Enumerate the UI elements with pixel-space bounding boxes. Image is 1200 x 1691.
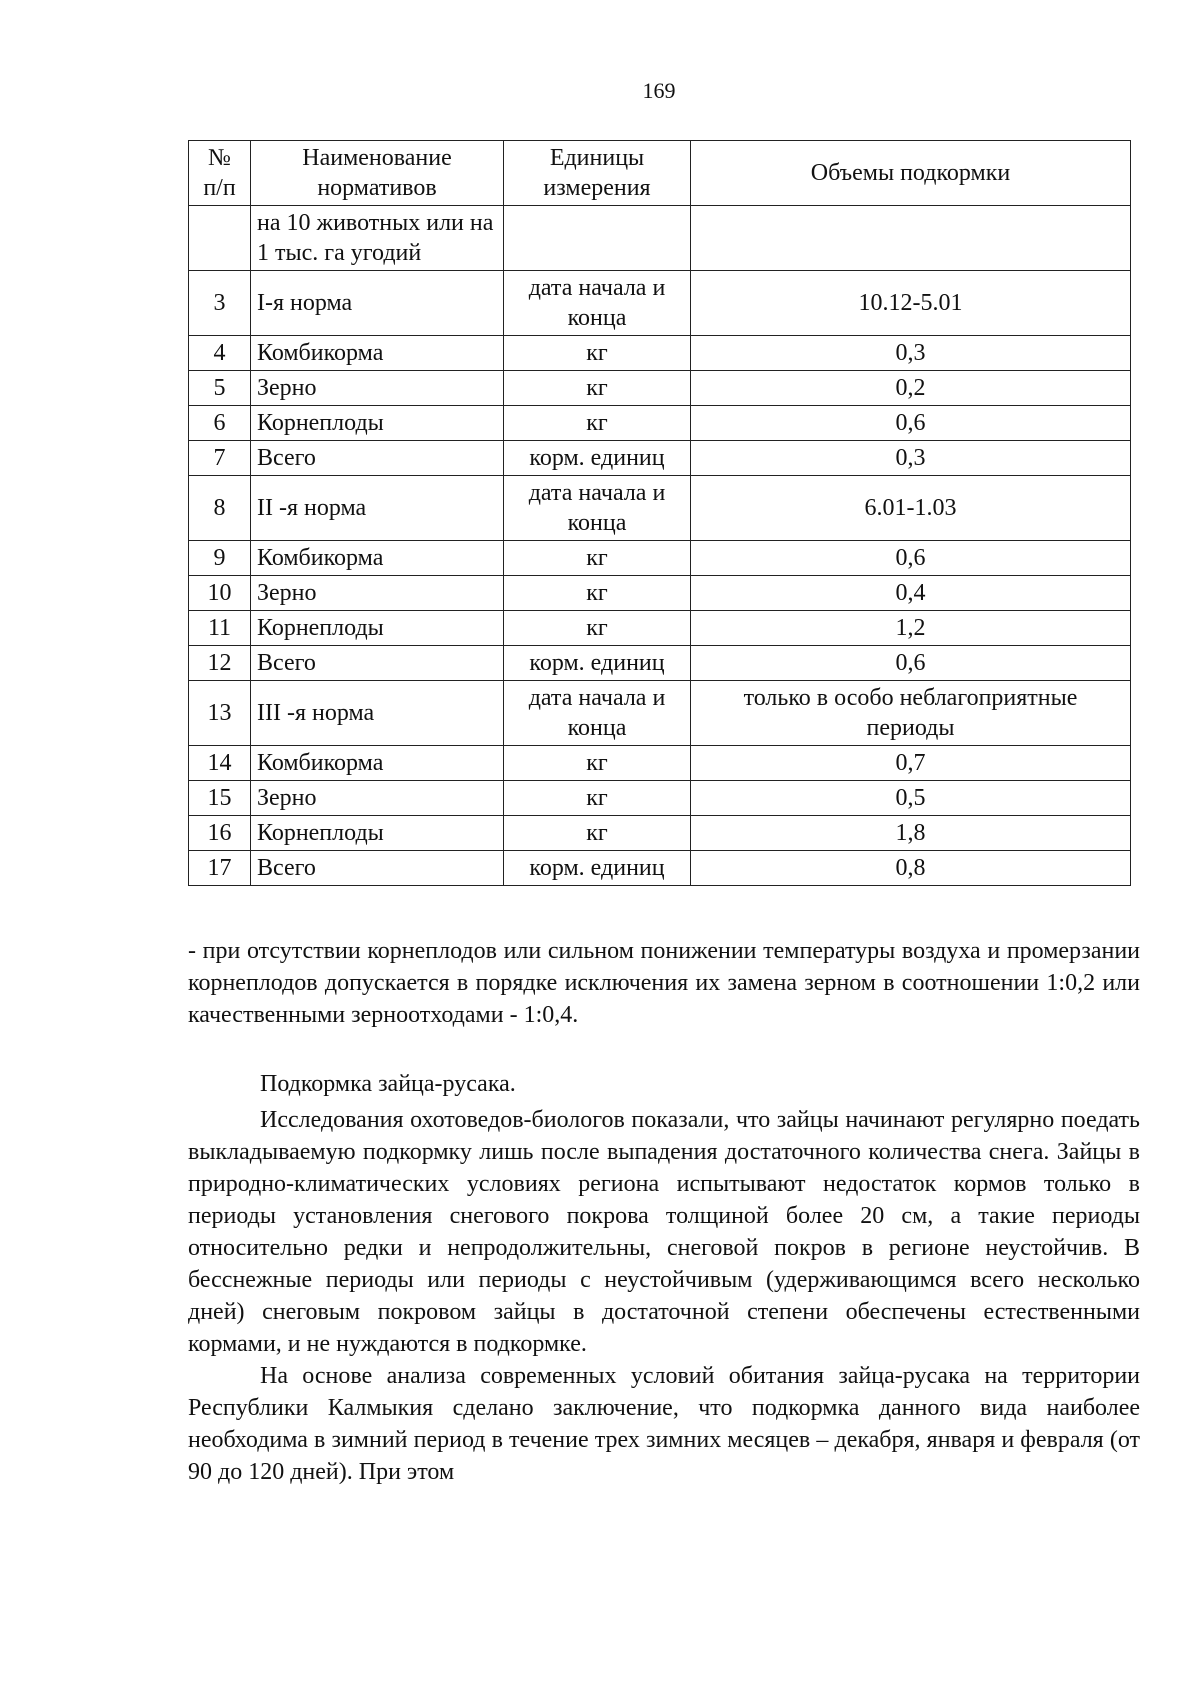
cell-num: 12 [189, 646, 251, 681]
cell-name: Корнеплоды [251, 816, 504, 851]
cell-num: 14 [189, 746, 251, 781]
cell-unit: дата начала и конца [504, 681, 691, 746]
cell-num: 16 [189, 816, 251, 851]
cell-num: 6 [189, 406, 251, 441]
cell-volume: 0,4 [691, 576, 1131, 611]
table-header-row [189, 141, 1131, 206]
table-row [189, 781, 1131, 816]
cell-unit: корм. единиц [504, 441, 691, 476]
cell-num: 7 [189, 441, 251, 476]
cell-num: 3 [189, 271, 251, 336]
cell-name: Зерно [251, 371, 504, 406]
cell-num [189, 206, 251, 271]
feeding-norms-table [188, 140, 1131, 886]
table-row [189, 336, 1131, 371]
cell-num: 10 [189, 576, 251, 611]
cell-num: 11 [189, 611, 251, 646]
cell-unit: корм. единиц [504, 851, 691, 886]
cell-volume: 10.12-5.01 [691, 271, 1131, 336]
cell-volume: 0,3 [691, 336, 1131, 371]
cell-volume: 1,8 [691, 816, 1131, 851]
cell-unit: дата начала и конца [504, 271, 691, 336]
cell-unit: корм. единиц [504, 646, 691, 681]
cell-unit: кг [504, 781, 691, 816]
cell-volume: 0,3 [691, 441, 1131, 476]
cell-unit: кг [504, 746, 691, 781]
header-unit: Единицы измерения [504, 141, 691, 206]
table-row [189, 681, 1131, 746]
cell-num: 15 [189, 781, 251, 816]
header-name: Наименование нормативов [251, 141, 504, 206]
cell-unit: кг [504, 576, 691, 611]
cell-name: I-я норма [251, 271, 504, 336]
cell-unit: дата начала и конца [504, 476, 691, 541]
cell-volume: 0,2 [691, 371, 1131, 406]
note-text: - при отсутствии корнеплодов или сильном понижении температуры воздуха и промерзании корнеплодов допускается в порядке исключения их замена зерном в соотношении 1:0,2 или качественными зерноотходами - 1:0,4. [188, 938, 1140, 1028]
table-row [189, 646, 1131, 681]
cell-unit [504, 206, 691, 271]
section-title: Подкормка зайца-русака. [260, 1071, 516, 1097]
cell-unit: кг [504, 611, 691, 646]
cell-volume: 0,8 [691, 851, 1131, 886]
table-row [189, 206, 1131, 271]
cell-name: Всего [251, 851, 504, 886]
cell-unit: кг [504, 541, 691, 576]
table-row [189, 851, 1131, 886]
table-row [189, 441, 1131, 476]
cell-unit: кг [504, 406, 691, 441]
cell-volume: 0,7 [691, 746, 1131, 781]
cell-name: Комбикорма [251, 336, 504, 371]
cell-name: на 10 животных или на 1 тыс. га угодий [251, 206, 504, 271]
cell-num: 17 [189, 851, 251, 886]
cell-volume: 0,6 [691, 541, 1131, 576]
cell-name: II -я норма [251, 476, 504, 541]
table-row [189, 406, 1131, 441]
cell-volume [691, 206, 1131, 271]
cell-unit: кг [504, 336, 691, 371]
page-number: 169 [642, 78, 676, 103]
table-row [189, 746, 1131, 781]
table-row [189, 371, 1131, 406]
note-block [188, 935, 1140, 1031]
table-row [189, 576, 1131, 611]
cell-volume: только в особо неблагоприятные периоды [691, 681, 1131, 746]
header-num: № п/п [189, 141, 251, 206]
cell-name: Комбикорма [251, 541, 504, 576]
table-body [189, 206, 1131, 886]
cell-num: 8 [189, 476, 251, 541]
cell-name: Корнеплоды [251, 611, 504, 646]
cell-name: Зерно [251, 576, 504, 611]
cell-volume: 1,2 [691, 611, 1131, 646]
cell-name: Всего [251, 646, 504, 681]
cell-num: 9 [189, 541, 251, 576]
body-section [188, 1068, 1140, 1488]
cell-name: III -я норма [251, 681, 504, 746]
table-row [189, 271, 1131, 336]
table-row [189, 541, 1131, 576]
cell-name: Всего [251, 441, 504, 476]
table-row [189, 476, 1131, 541]
cell-volume: 6.01-1.03 [691, 476, 1131, 541]
cell-name: Зерно [251, 781, 504, 816]
cell-volume: 0,6 [691, 406, 1131, 441]
table-row [189, 611, 1131, 646]
paragraph-1: Исследования охотоведов-биологов показали, что зайцы начинают регулярно поедать выкладываемую подкормку лишь после выпадения достаточного количества снега. Зайцы в природно-климатических условиях региона испытывают недостаток кормов только в периоды установления снегового покрова толщиной более 20 см, а такие периоды относительно редки и непродолжительны, снеговой покров в регионе неустойчив. В бесснежные периоды или периоды с неустойчивым (удерживающимся всего несколько дней) снеговым покровом зайцы в достаточной степени обеспечены естественными кормами, и не нуждаются в подкормке. [188, 1107, 1140, 1357]
cell-num: 13 [189, 681, 251, 746]
cell-volume: 0,5 [691, 781, 1131, 816]
header-volume: Объемы подкормки [691, 141, 1131, 206]
table-row [189, 816, 1131, 851]
cell-name: Комбикорма [251, 746, 504, 781]
cell-num: 4 [189, 336, 251, 371]
cell-name: Корнеплоды [251, 406, 504, 441]
cell-unit: кг [504, 371, 691, 406]
cell-unit: кг [504, 816, 691, 851]
paragraph-2: На основе анализа современных условий обитания зайца-русака на территории Республики Калмыкия сделано заключение, что подкормка данного вида наиболее необходима в зимний период в течение трех зимних месяцев – декабря, января и февраля (от 90 до 120 дней). При этом [188, 1363, 1140, 1485]
cell-num: 5 [189, 371, 251, 406]
cell-volume: 0,6 [691, 646, 1131, 681]
